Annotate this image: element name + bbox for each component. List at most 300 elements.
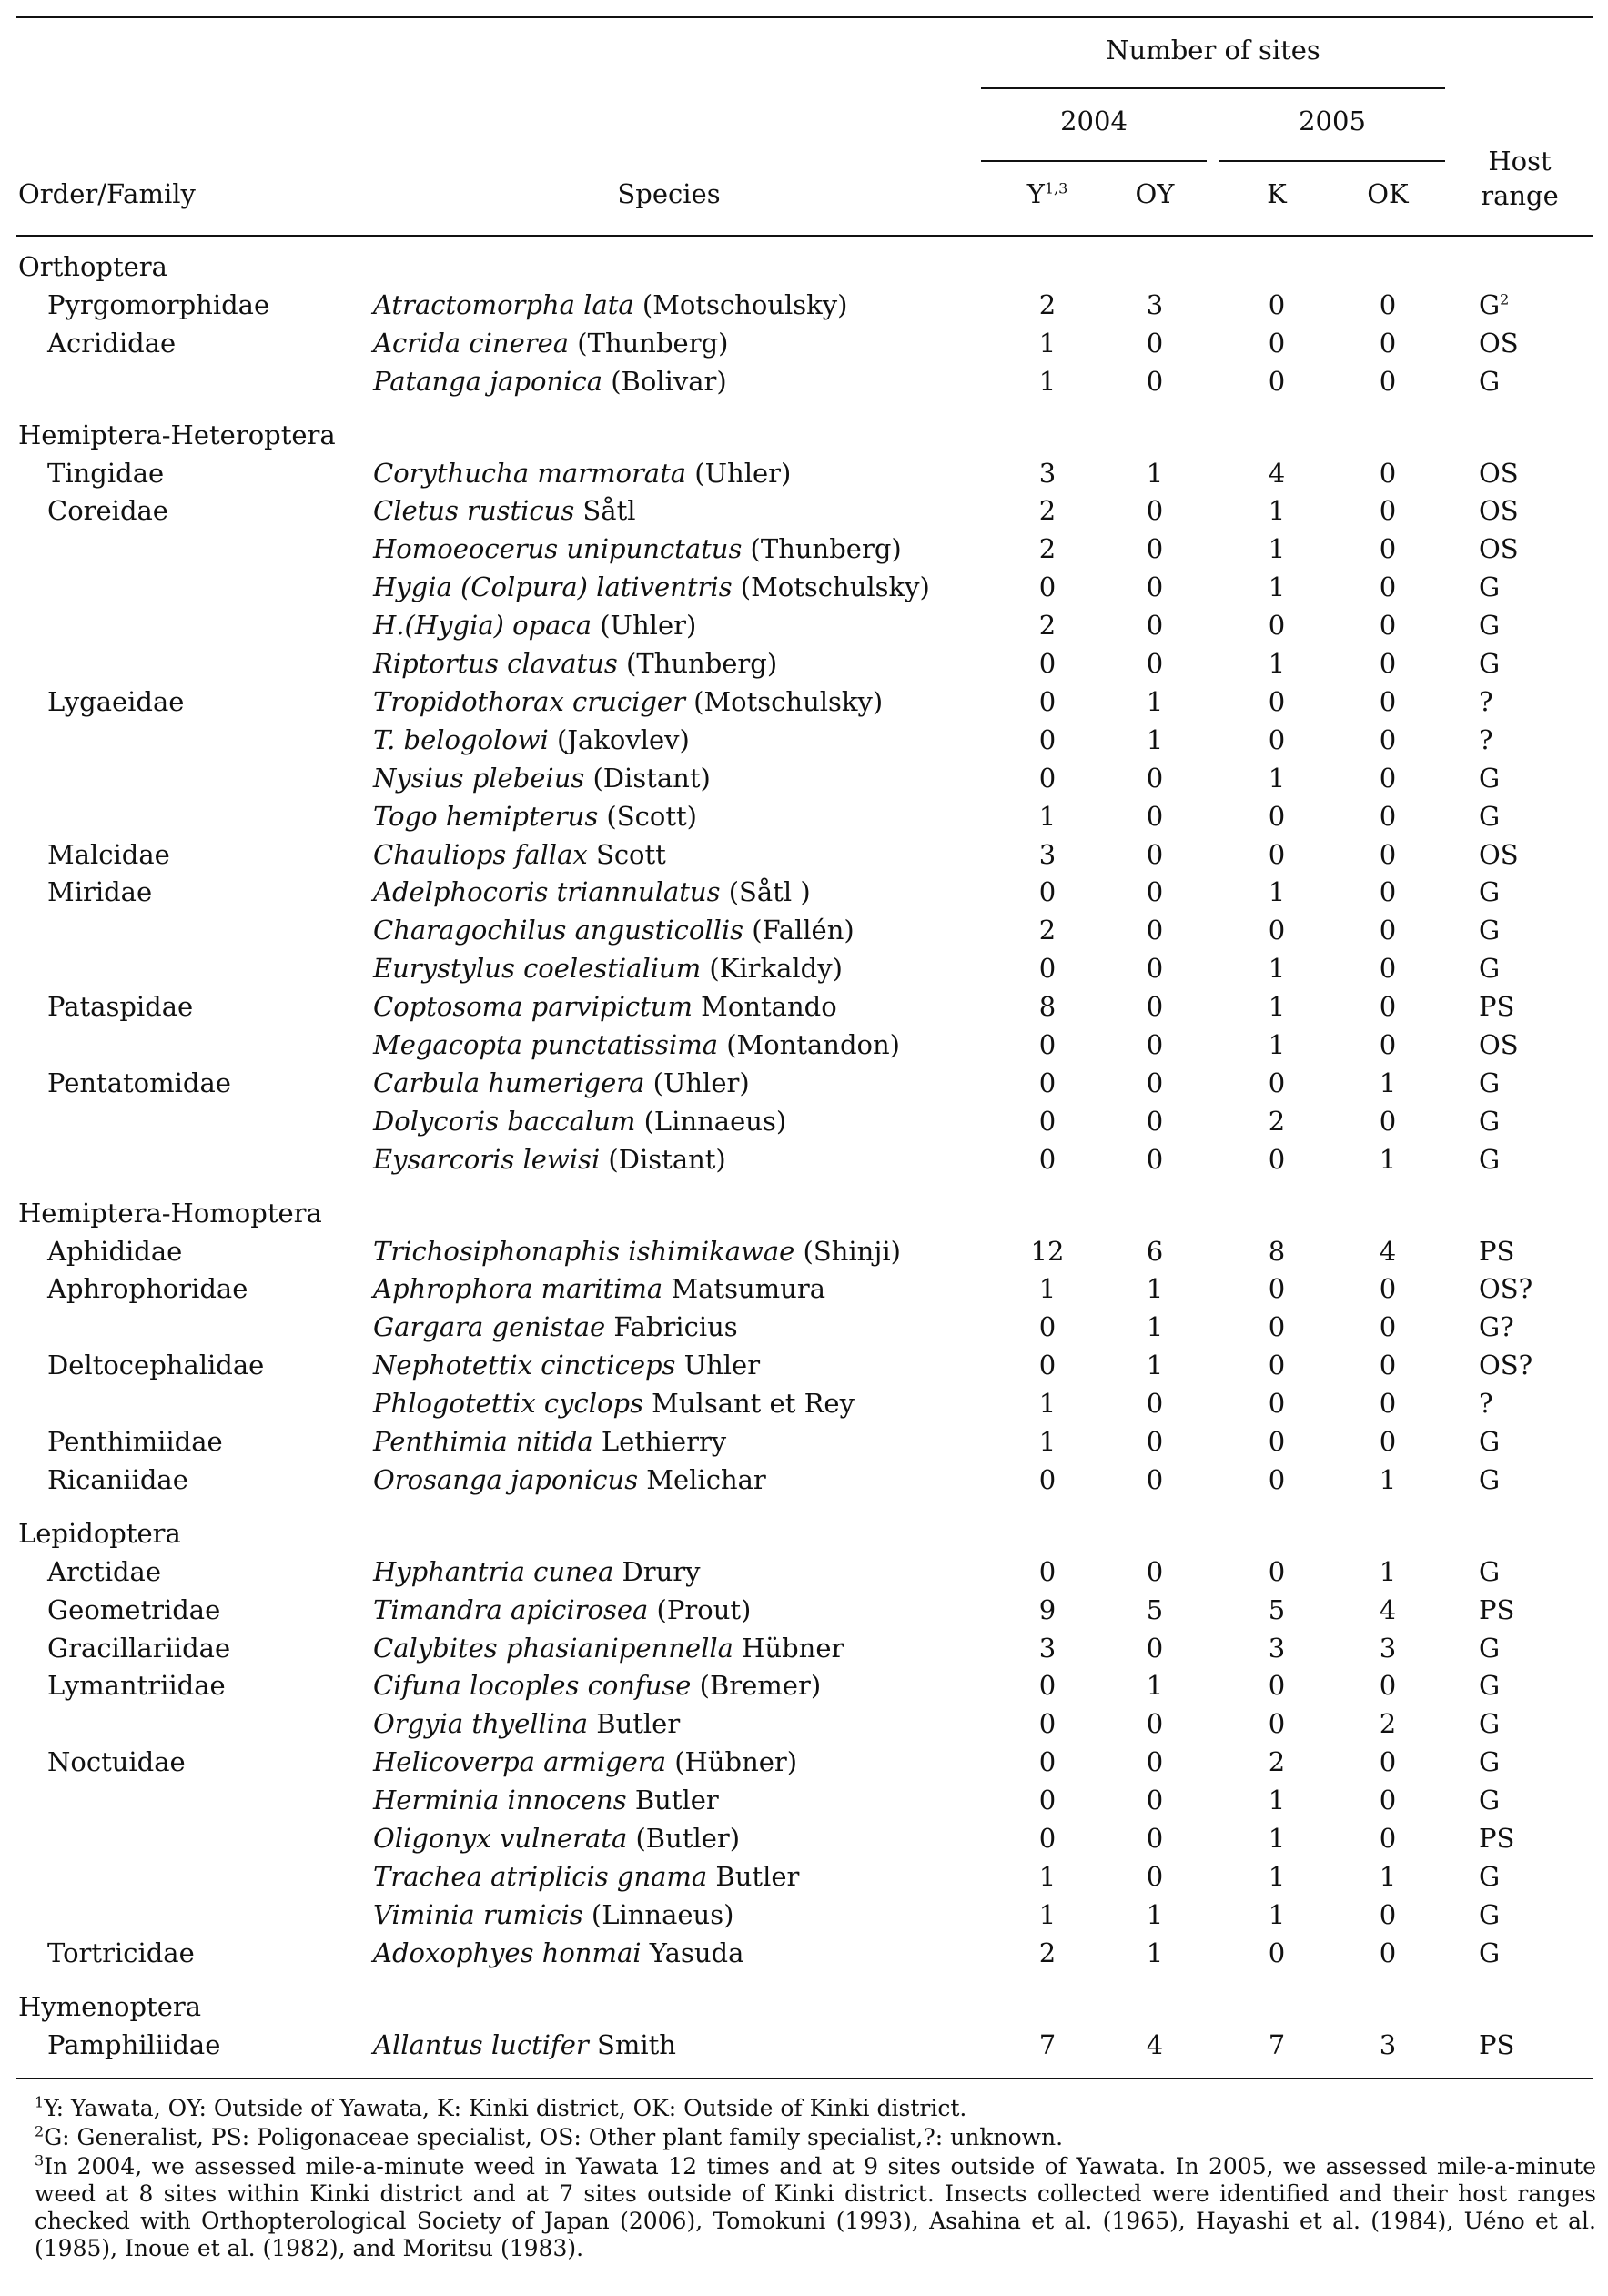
species-name [373, 1666, 821, 1704]
species-author: (Scott) [598, 800, 697, 832]
host-range-code: OS? [1479, 1350, 1533, 1381]
count-y: 0 [1038, 1105, 1057, 1137]
count-y: 2 [1038, 610, 1057, 642]
count-oy: 1 [1146, 1898, 1164, 1930]
species-author: Hübner [733, 1632, 844, 1664]
species-author: (Uhler) [592, 610, 697, 642]
host-range [1479, 1666, 1500, 1704]
species-author: Lethierry [592, 1426, 727, 1457]
family-label: Pamphiliidae [47, 2028, 221, 2060]
species-name [373, 911, 855, 949]
species-author: Matsumura [662, 1273, 825, 1305]
count-oy: 0 [1146, 327, 1164, 359]
species-genus: Carbula humerigera [373, 1067, 645, 1098]
host-range [1479, 1422, 1500, 1461]
count-ok: 0 [1379, 685, 1397, 717]
species-name [373, 1346, 760, 1384]
species-name [373, 568, 930, 606]
count-ok: 0 [1379, 457, 1397, 489]
count-y: 7 [1038, 2028, 1057, 2060]
count-ok: 0 [1379, 762, 1397, 794]
host-range-code: G [1479, 1708, 1501, 1740]
host-range-code: G [1479, 1746, 1501, 1778]
count-oy: 0 [1146, 1463, 1164, 1495]
host-range-code: G [1479, 1785, 1501, 1816]
host-range-code: G [1479, 648, 1501, 679]
species-author: Uhler [675, 1350, 761, 1381]
species-author: (Montandon) [718, 1029, 900, 1060]
count-oy: 0 [1146, 1426, 1164, 1457]
footnote-text: G: Generalist, PS: Poligonaceae specialist, OS: Other plant family specialist,?: unknown. [44, 2124, 1064, 2150]
species-author: (Fallén) [743, 915, 855, 946]
species-author: Smith [588, 2028, 676, 2060]
species-name [373, 454, 791, 492]
species-genus: Megacopta punctatissima [373, 1029, 718, 1060]
count-ok: 2 [1379, 1708, 1397, 1740]
count-y: 2 [1038, 288, 1057, 320]
host-range-code: ? [1479, 723, 1493, 755]
species-author: (Linnaeus) [582, 1898, 734, 1930]
species-name [373, 1553, 701, 1591]
count-oy: 5 [1146, 1593, 1164, 1625]
header-bottom-rule [16, 235, 1593, 237]
header-col-oy: OY [1135, 178, 1175, 209]
species-author: Montando [692, 991, 837, 1023]
species-genus: Riptortus clavatus [373, 648, 618, 679]
count-k: 0 [1268, 288, 1286, 320]
host-range [1479, 683, 1493, 721]
table-bottom-rule [16, 2078, 1593, 2079]
count-oy: 6 [1146, 1235, 1164, 1267]
count-k: 1 [1268, 1823, 1286, 1854]
count-ok: 0 [1379, 1937, 1397, 1968]
count-oy: 0 [1146, 1785, 1164, 1816]
host-range [1479, 324, 1519, 362]
header-col-ok: OK [1367, 178, 1409, 209]
host-range-code: ? [1479, 1388, 1493, 1420]
count-k: 2 [1268, 1746, 1286, 1778]
family-label: Noctuidae [47, 1746, 186, 1778]
count-oy: 0 [1146, 533, 1164, 565]
count-k: 1 [1268, 648, 1286, 679]
footnote-mark: 1 [35, 2093, 45, 2111]
species-genus: Chauliops fallax [373, 838, 588, 870]
count-k: 4 [1268, 457, 1286, 489]
family-label: Pentatomidae [47, 1067, 231, 1098]
header-order-family: Order/Family [18, 178, 196, 209]
species-genus: Phlogotettix cyclops [373, 1388, 643, 1420]
host-range [1479, 1269, 1532, 1308]
host-range-code: G [1479, 1463, 1501, 1495]
host-range-code: PS [1479, 1593, 1515, 1625]
species-name [373, 721, 690, 759]
host-range-code: PS [1479, 1823, 1515, 1854]
count-oy: 0 [1146, 1555, 1164, 1587]
header-col-y [997, 175, 1097, 213]
species-name [373, 1591, 751, 1629]
count-y: 0 [1038, 1746, 1057, 1778]
count-k: 3 [1268, 1632, 1286, 1664]
species-name [373, 606, 696, 644]
count-y: 1 [1038, 800, 1057, 832]
family-label: Gracillariidae [47, 1632, 231, 1664]
species-genus: Timandra apicirosea [373, 1593, 649, 1625]
host-range [1479, 491, 1519, 530]
host-range-code: OS [1479, 838, 1519, 870]
count-y: 1 [1038, 1426, 1057, 1457]
host-range [1479, 644, 1500, 683]
count-y: 1 [1038, 1898, 1057, 1930]
count-y: 0 [1038, 1029, 1057, 1060]
host-range-code: G [1479, 1632, 1501, 1664]
count-k: 0 [1268, 1426, 1286, 1457]
count-ok: 0 [1379, 1105, 1397, 1137]
count-k: 0 [1268, 365, 1286, 397]
host-range-code: G [1479, 1143, 1501, 1175]
count-ok: 0 [1379, 876, 1397, 908]
count-oy: 0 [1146, 838, 1164, 870]
host-range-code: G [1479, 571, 1501, 603]
species-author: Butler [588, 1708, 681, 1740]
species-author: Mulsant et Rey [642, 1388, 855, 1420]
host-range-code: G [1479, 1426, 1501, 1457]
species-name [373, 1629, 844, 1667]
rule-under-2005 [1219, 160, 1445, 162]
species-name [373, 1269, 825, 1308]
count-k: 0 [1268, 1937, 1286, 1968]
count-ok: 0 [1379, 288, 1397, 320]
species-name [373, 491, 636, 530]
species-author: (Motschulsky) [732, 571, 930, 603]
count-oy: 0 [1146, 762, 1164, 794]
count-ok: 0 [1379, 1785, 1397, 1816]
count-k: 0 [1268, 1350, 1286, 1381]
host-range [1479, 606, 1500, 644]
species-genus: Viminia rumicis [373, 1898, 583, 1930]
host-range [1479, 911, 1500, 949]
count-oy: 0 [1146, 1143, 1164, 1175]
species-name [373, 1232, 901, 1270]
species-name [373, 362, 727, 400]
species-genus: Coptosoma parvipictum [373, 991, 693, 1023]
family-label: Coreidae [47, 495, 168, 527]
count-ok: 0 [1379, 1029, 1397, 1060]
species-author: (Motschulsky) [684, 685, 884, 717]
count-y: 3 [1038, 838, 1057, 870]
species-name [373, 683, 883, 721]
species-name [373, 835, 666, 874]
species-name [373, 2026, 676, 2064]
species-genus: Cifuna locoples confuse [373, 1670, 692, 1702]
species-author: Scott [587, 838, 666, 870]
count-k: 5 [1268, 1593, 1286, 1625]
header-year-2004: 2004 [1060, 106, 1128, 137]
header-species: Species [617, 178, 721, 209]
footnote-mark: 3 [35, 2151, 45, 2170]
count-ok: 0 [1379, 1350, 1397, 1381]
order-label: Orthoptera [18, 251, 167, 282]
count-oy: 1 [1146, 1937, 1164, 1968]
species-author: (Butler) [627, 1823, 741, 1854]
host-range [1479, 1857, 1500, 1896]
count-ok: 3 [1379, 2028, 1397, 2060]
species-genus: Cletus rusticus [373, 495, 575, 527]
count-y: 1 [1038, 1388, 1057, 1420]
species-author: Melichar [638, 1463, 766, 1495]
count-ok: 0 [1379, 1670, 1397, 1702]
header-host-range-line2: range [1481, 180, 1559, 211]
host-range [1479, 1819, 1514, 1857]
count-ok: 0 [1379, 495, 1397, 527]
species-name [373, 1743, 797, 1781]
count-ok: 0 [1379, 648, 1397, 679]
species-genus: Orgyia thyellina [373, 1708, 589, 1740]
species-author: (Uhler) [644, 1067, 750, 1098]
species-genus: Adelphocoris triannulatus [373, 876, 721, 908]
count-oy: 0 [1146, 648, 1164, 679]
count-ok: 0 [1379, 610, 1397, 642]
count-k: 0 [1268, 1273, 1286, 1305]
species-author: Såtl [574, 495, 636, 527]
count-oy: 1 [1146, 1350, 1164, 1381]
count-oy: 1 [1146, 1670, 1164, 1702]
host-range [1479, 1629, 1500, 1667]
species-author: Fabricius [605, 1311, 738, 1343]
species-author: (Shinji) [794, 1235, 901, 1267]
host-range [1479, 1140, 1500, 1178]
count-k: 0 [1268, 723, 1286, 755]
count-ok: 1 [1379, 1463, 1397, 1495]
count-k: 0 [1268, 1555, 1286, 1587]
species-author: (Motschoulsky) [633, 288, 848, 320]
count-y: 0 [1038, 1823, 1057, 1854]
host-range [1479, 286, 1509, 324]
family-label: Pyrgomorphidae [47, 288, 270, 320]
host-range [1479, 1232, 1514, 1270]
count-y: 9 [1038, 1593, 1057, 1625]
species-genus: Helicoverpa armigera [373, 1746, 666, 1778]
count-ok: 0 [1379, 915, 1397, 946]
family-label: Aphididae [47, 1235, 183, 1267]
count-y: 0 [1038, 648, 1057, 679]
order-label: Hemiptera-Heteroptera [18, 419, 336, 450]
species-author: (Bolivar) [602, 365, 727, 397]
species-author: (Bremer) [691, 1670, 822, 1702]
species-author: Drury [613, 1555, 701, 1587]
count-ok: 0 [1379, 953, 1397, 985]
species-name [373, 1857, 799, 1896]
count-oy: 1 [1146, 685, 1164, 717]
count-y: 1 [1038, 365, 1057, 397]
count-k: 7 [1268, 2028, 1286, 2060]
host-range [1479, 1934, 1500, 1972]
count-y: 0 [1038, 1670, 1057, 1702]
count-oy: 0 [1146, 1708, 1164, 1740]
count-k: 0 [1268, 327, 1286, 359]
count-k: 1 [1268, 495, 1286, 527]
count-y: 0 [1038, 1463, 1057, 1495]
top-rule [16, 16, 1593, 18]
species-genus: Corythucha marmorata [373, 457, 687, 489]
count-oy: 0 [1146, 365, 1164, 397]
species-name [373, 1934, 743, 1972]
species-name [373, 797, 697, 835]
count-ok: 0 [1379, 365, 1397, 397]
species-author: (Kirkaldy) [701, 953, 843, 985]
species-author: (Distant) [600, 1143, 726, 1175]
species-genus: Atractomorpha lata [373, 288, 634, 320]
order-label: Hemiptera-Homoptera [18, 1197, 322, 1229]
host-range [1479, 1743, 1500, 1781]
family-label: Arctidae [47, 1555, 161, 1587]
species-name [373, 1308, 738, 1346]
host-range-code: G [1479, 1555, 1501, 1587]
count-oy: 1 [1146, 723, 1164, 755]
rule-under-number-of-sites [981, 87, 1445, 89]
count-oy: 0 [1146, 1632, 1164, 1664]
header-host-range-line1: Host [1488, 146, 1552, 177]
species-name [373, 1896, 733, 1934]
count-y: 0 [1038, 1785, 1057, 1816]
species-genus: Acrida cinerea [373, 327, 570, 359]
count-ok: 0 [1379, 838, 1397, 870]
host-range [1479, 1346, 1532, 1384]
species-author: (Thunberg) [742, 533, 902, 565]
host-range-code: G [1479, 1067, 1501, 1098]
count-y: 0 [1038, 571, 1057, 603]
species-name [373, 1064, 750, 1102]
rule-under-2004 [981, 160, 1207, 162]
host-range-code: G [1479, 288, 1501, 320]
count-k: 0 [1268, 610, 1286, 642]
species-author: (Hübner) [666, 1746, 798, 1778]
host-range-code: OS [1479, 457, 1519, 489]
count-oy: 1 [1146, 1311, 1164, 1343]
species-author: (Såtl ) [720, 876, 811, 908]
host-range-code: OS [1479, 495, 1519, 527]
count-k: 1 [1268, 991, 1286, 1023]
count-y: 2 [1038, 533, 1057, 565]
count-oy: 1 [1146, 457, 1164, 489]
host-range-code: G [1479, 915, 1501, 946]
count-y: 0 [1038, 762, 1057, 794]
species-genus: Gargara genistae [373, 1311, 606, 1343]
species-author: (Prout) [648, 1593, 752, 1625]
footnote-text: Y: Yawata, OY: Outside of Yawata, K: Kinki district, OK: Outside of Kinki district. [44, 2095, 967, 2121]
family-label: Pataspidae [47, 991, 194, 1023]
species-name [373, 530, 902, 568]
species-author: (Thunberg) [569, 327, 729, 359]
count-k: 2 [1268, 1105, 1286, 1137]
host-range [1479, 1461, 1500, 1499]
species-name [373, 1781, 719, 1819]
footnote [35, 2124, 1596, 2151]
count-k: 1 [1268, 1898, 1286, 1930]
count-k: 0 [1268, 915, 1286, 946]
species-genus: Oligonyx vulnerata [373, 1823, 628, 1854]
species-author: (Jakovlev) [548, 723, 690, 755]
count-y: 0 [1038, 723, 1057, 755]
count-ok: 4 [1379, 1235, 1397, 1267]
count-y: 12 [1030, 1235, 1065, 1267]
species-name [373, 286, 847, 324]
host-range [1479, 1896, 1500, 1934]
species-genus: Homoeocerus unipunctatus [373, 533, 743, 565]
species-genus: Penthimia nitida [373, 1426, 593, 1457]
family-label: Malcidae [47, 838, 170, 870]
species-name [373, 1819, 740, 1857]
order-label: Hymenoptera [18, 1990, 202, 2022]
count-oy: 3 [1146, 288, 1164, 320]
host-range-code: PS [1479, 991, 1515, 1023]
species-name [373, 1140, 726, 1178]
species-name [373, 1384, 855, 1422]
count-oy: 0 [1146, 1860, 1164, 1892]
count-ok: 4 [1379, 1593, 1397, 1625]
species-genus: H.(Hygia) opaca [373, 610, 592, 642]
count-ok: 0 [1379, 991, 1397, 1023]
count-k: 0 [1268, 1311, 1286, 1343]
host-range [1479, 530, 1519, 568]
count-k: 1 [1268, 876, 1286, 908]
header-number-of-sites: Number of sites [1106, 35, 1320, 66]
host-range [1479, 1308, 1514, 1346]
species-name [373, 1461, 766, 1499]
host-range [1479, 873, 1500, 911]
count-ok: 0 [1379, 571, 1397, 603]
count-ok: 0 [1379, 1746, 1397, 1778]
host-range [1479, 362, 1500, 400]
count-k: 1 [1268, 1860, 1286, 1892]
count-y: 0 [1038, 1311, 1057, 1343]
species-genus: Trichosiphonaphis ishimikawae [373, 1235, 795, 1267]
host-range-code: G [1479, 1860, 1501, 1892]
host-range-code: PS [1479, 1235, 1515, 1267]
count-oy: 0 [1146, 915, 1164, 946]
count-ok: 3 [1379, 1632, 1397, 1664]
count-y: 0 [1038, 1555, 1057, 1587]
species-genus: Eurystylus coelestialium [373, 953, 702, 985]
species-genus: Nephotettix cincticeps [373, 1350, 676, 1381]
count-oy: 0 [1146, 1388, 1164, 1420]
host-range-code: G [1479, 1670, 1501, 1702]
family-label: Penthimiidae [47, 1426, 223, 1457]
family-label: Miridae [47, 876, 153, 908]
count-ok: 0 [1379, 1898, 1397, 1930]
family-label: Deltocephalidae [47, 1350, 265, 1381]
species-author: (Linnaeus) [635, 1105, 787, 1137]
count-oy: 0 [1146, 1029, 1164, 1060]
count-y: 0 [1038, 876, 1057, 908]
host-range-code: ? [1479, 685, 1493, 717]
species-name [373, 644, 777, 683]
species-author: (Thunberg) [617, 648, 778, 679]
count-y: 2 [1038, 915, 1057, 946]
species-author: Butler [626, 1785, 719, 1816]
host-range-code: G [1479, 1898, 1501, 1930]
family-label: Ricaniidae [47, 1463, 188, 1495]
count-ok: 0 [1379, 1426, 1397, 1457]
count-y: 0 [1038, 1350, 1057, 1381]
host-range [1479, 568, 1500, 606]
count-ok: 0 [1379, 1311, 1397, 1343]
host-range-code: G [1479, 800, 1501, 832]
species-genus: Hygia (Colpura) lativentris [373, 571, 733, 603]
footnote-text: In 2004, we assessed mile-a-minute weed in Yawata 12 times and at 9 sites outside of Yawata. In 2005, we assessed mile-a-minute weed at 8 sites within Kinki district and at 7 sites outside of Kinki district. Insects collected were identified and their host ranges checked with Orthopterological Society of Japan (2006), Tomokuni (1993), Asahina et al. (1965), Hayashi et al. (1984), Uéno et al. (1985), Inoue et al. (1982), and Moritsu (1983). [35, 2153, 1596, 2261]
header-col-y-sup: 1,3 [1044, 179, 1068, 197]
species-genus: Dolycoris baccalum [373, 1105, 636, 1137]
host-range [1479, 1384, 1493, 1422]
